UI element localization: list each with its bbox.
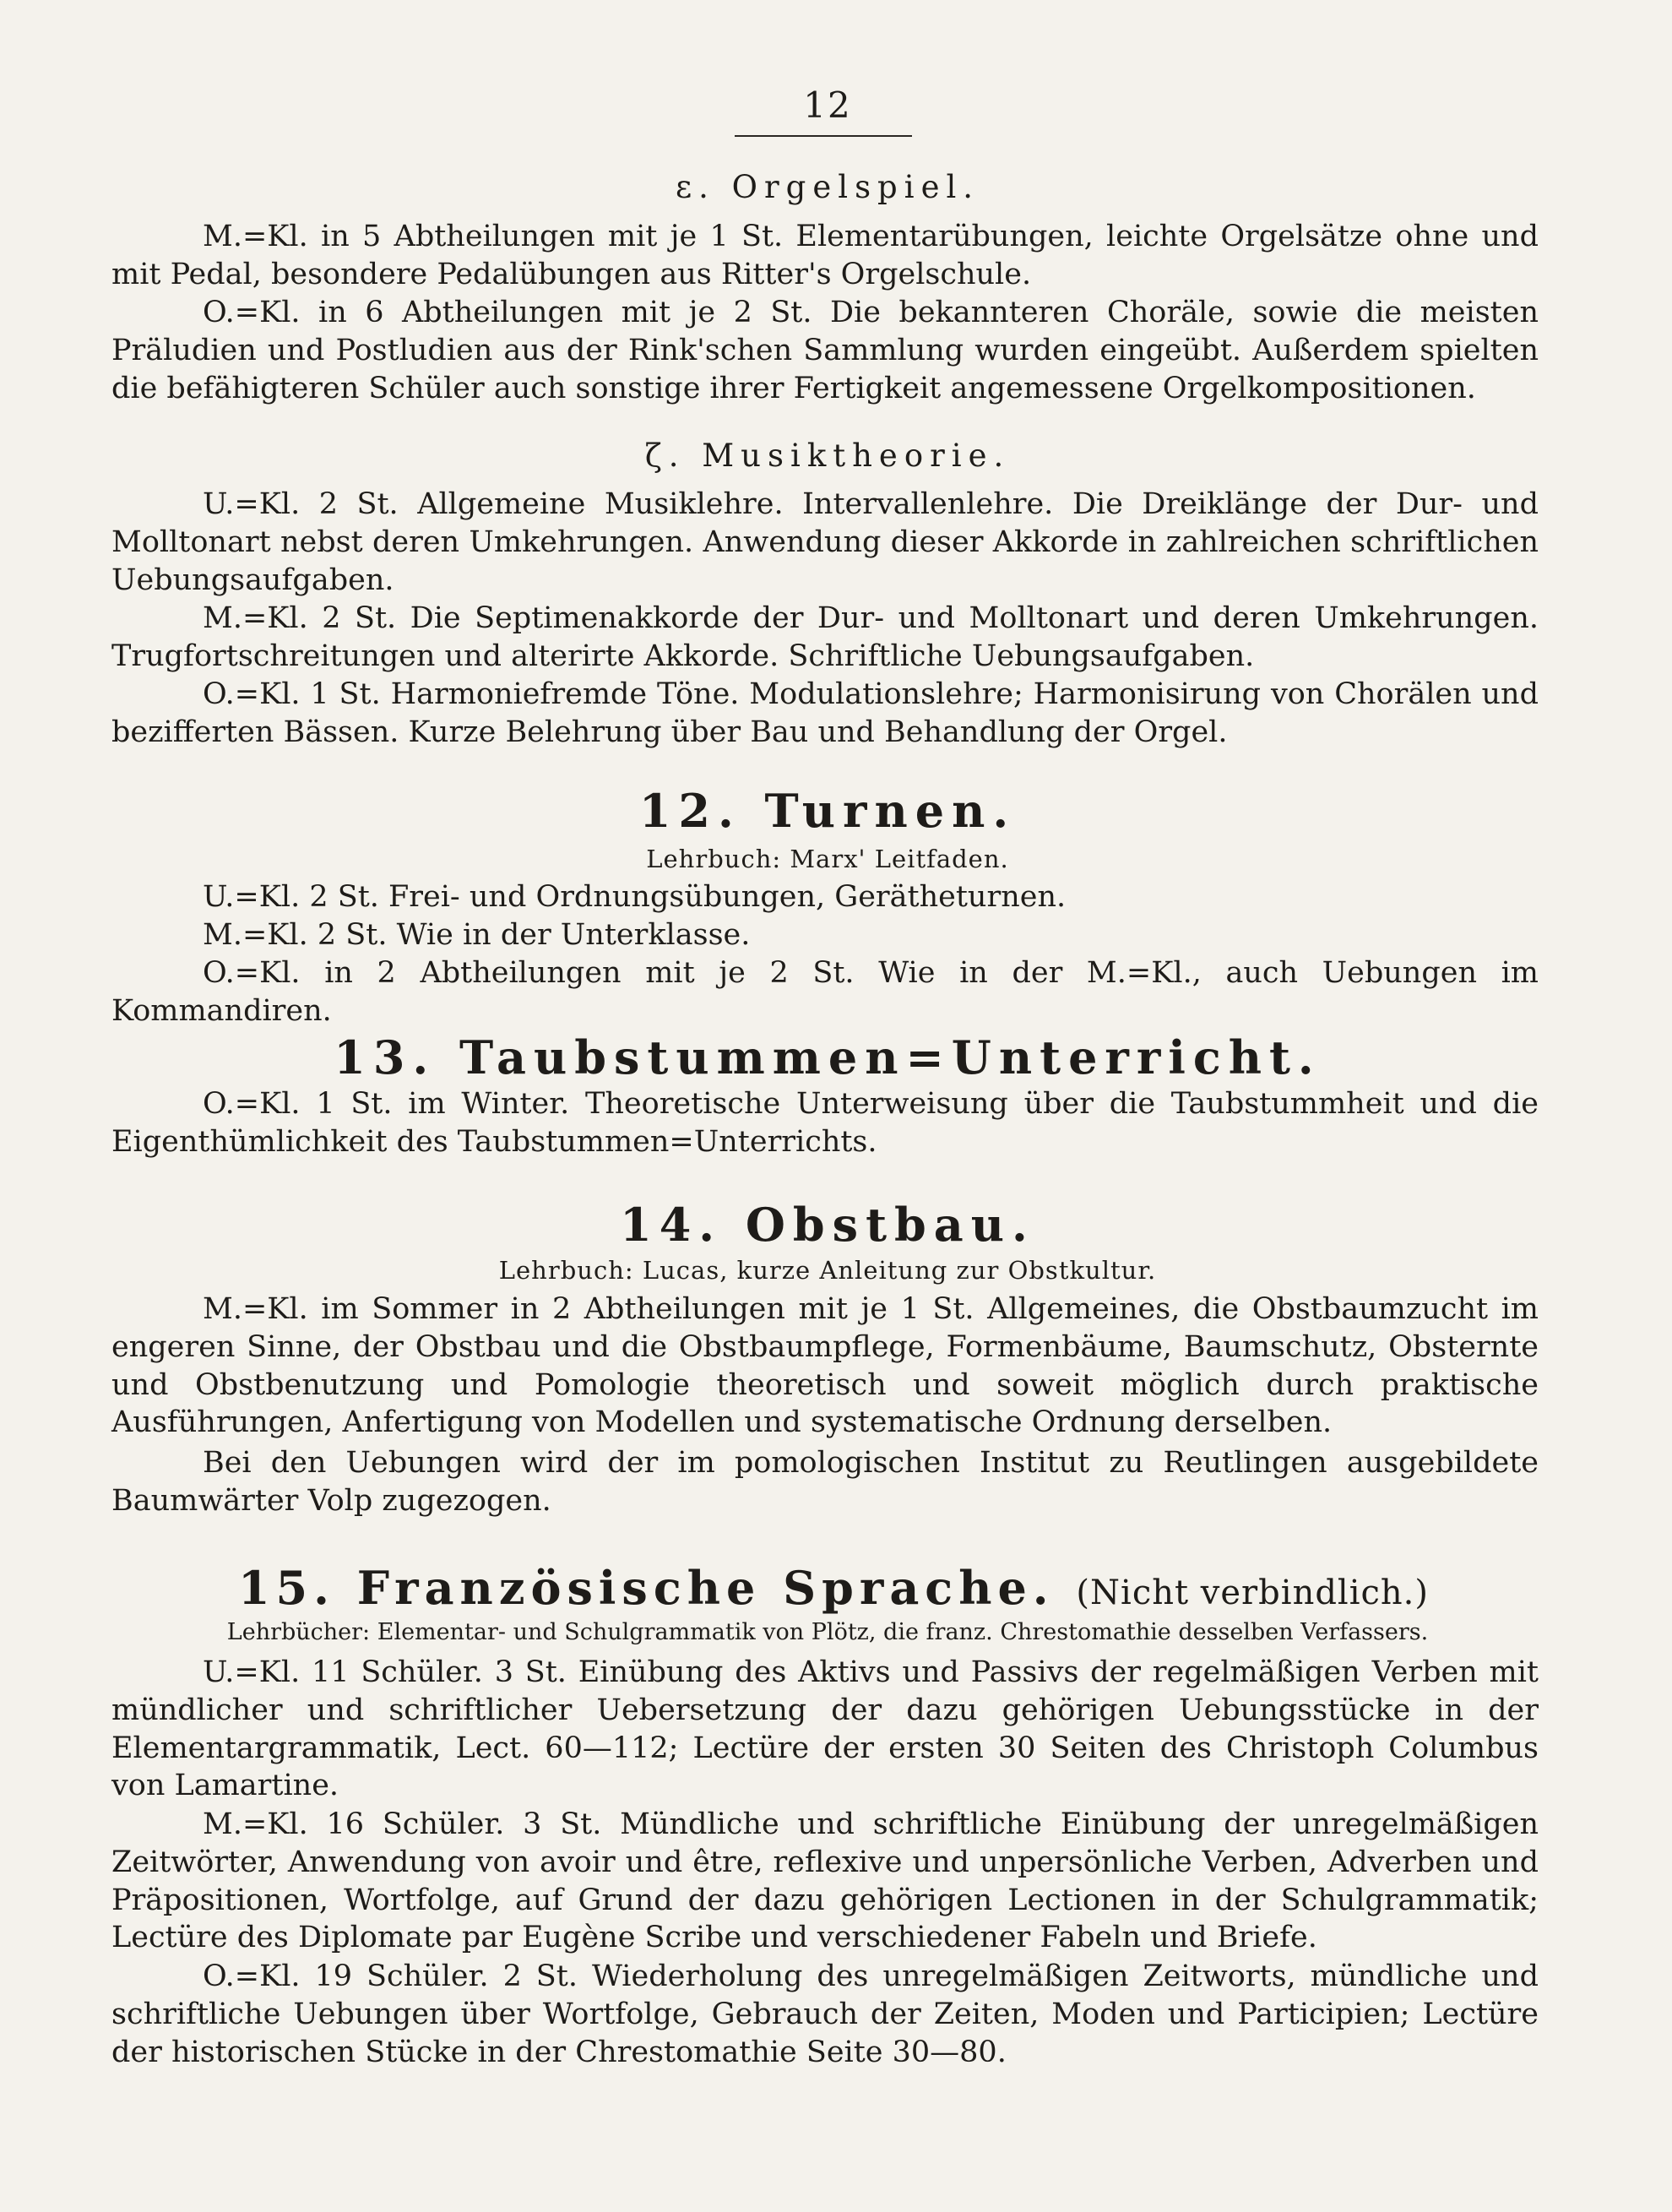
heading-franzoesisch <box>120 1561 1547 1615</box>
heading-franzoesisch-title: 15. Französische Sprache. <box>237 1561 1055 1615</box>
paragraph: M.=Kl. 2 St. Wie in der Unterklasse. <box>203 918 751 952</box>
paragraph: M.=Kl. in 5 Abtheilungen mit je 1 St. Elementarübungen, leichte Orgelsätze ohne und mit Pedal, besondere Pedalübungen aus Ritter's Orgelschule. <box>111 220 1539 291</box>
paragraph: O.=Kl. in 2 Abtheilungen mit je 2 St. Wie in der M.=Kl., auch Uebungen im Kommandiren. <box>111 956 1539 1028</box>
textbook-franzoesisch: Lehrbücher: Elementar- und Schulgrammatik von Plötz, die franz. Chrestomathie desselben Verfassers. <box>226 1619 1429 1645</box>
heading-turnen: 12. Turnen. <box>638 784 1017 838</box>
paragraph: O.=Kl. in 6 Abtheilungen mit je 2 St. Die bekannteren Choräle, sowie die meisten Präludien und Postludien aus der Rink'schen Sammlung wurden eingeübt. Außerdem spielten die befähigteren Schüler auch sonstige ihrer Fertigkeit angemessene Orgelkompositionen. <box>111 296 1539 405</box>
paragraph: M.=Kl. im Sommer in 2 Abtheilungen mit je 1 St. Allgemeines, die Obstbaumzucht im engeren Sinne, der Obstbau und die Obstbaumpflege, Formenbäume, Baumschutz, Obsternte und Obstbenutzung und Pomologie theoretisch und soweit möglich durch praktische Ausführungen, Anfertigung von Modellen und systematische Ordnung derselben. <box>111 1292 1539 1440</box>
section-title-orgelspiel: ε. Orgelspiel. <box>675 169 980 205</box>
page-number: 12 <box>803 84 852 126</box>
paragraph: O.=Kl. 19 Schüler. 2 St. Wiederholung des unregelmäßigen Zeitworts, mündliche und schriftliche Uebungen über Wortfolge, Gebrauch der Zeiten, Moden und Participien; Lectüre der historischen Stücke in der Chrestomathie Seite 30—80. <box>111 1959 1539 2069</box>
heading-obstbau: 14. Obstbau. <box>620 1198 1035 1252</box>
paragraph: U.=Kl. 11 Schüler. 3 St. Einübung des Aktivs und Passivs der regelmäßigen Verben mit mündlicher und schriftlicher Uebersetzung der dazu gehörigen Uebungsstücke in der Elementargrammatik, Lect. 60—112; Lectüre der ersten 30 Seiten des Christoph Columbus von Lamartine. <box>111 1655 1539 1803</box>
heading-taubstummen: 13. Taubstummen=Unterricht. <box>334 1030 1322 1084</box>
heading-franzoesisch-note: (Nicht verbindlich.) <box>1076 1573 1429 1612</box>
textbook-obstbau: Lehrbuch: Lucas, kurze Anleitung zur Obstkultur. <box>498 1256 1157 1285</box>
paragraph: O.=Kl. 1 St. Harmoniefremde Töne. Modulationslehre; Harmonisirung von Chorälen und bezifferten Bässen. Kurze Belehrung über Bau und Behandlung der Orgel. <box>111 677 1539 749</box>
section-title-musiktheorie: ζ. Musiktheorie. <box>644 438 1011 474</box>
textbook-turnen: Lehrbuch: Marx' Leitfaden. <box>646 845 1009 873</box>
paragraph: U.=Kl. 2 St. Frei- und Ordnungsübungen, Gerätheturnen. <box>203 880 1067 914</box>
paragraph: M.=Kl. 16 Schüler. 3 St. Mündliche und schriftliche Einübung der unregelmäßigen Zeitwörter, Anwendung von avoir und être, reflexive und unpersönliche Verben, Adverben und Präpositionen, Wortfolge, auf Grund der dazu gehörigen Lectionen in der Schulgrammatik; Lectüre des Diplomate par Eugène Scribe und verschiedener Fabeln und Briefe. <box>111 1807 1539 1955</box>
paragraph: Bei den Uebungen wird der im pomologischen Institut zu Reutlingen ausgebildete Baumwärter Volp zugezogen. <box>111 1446 1539 1518</box>
paragraph: M.=Kl. 2 St. Die Septimenakkorde der Dur- und Molltonart und deren Umkehrungen. Trugfortschreitungen und alterirte Akkorde. Schriftliche Uebungsaufgaben. <box>111 601 1539 673</box>
header-rule <box>735 135 912 137</box>
paragraph: O.=Kl. 1 St. im Winter. Theoretische Unterweisung über die Taubstummheit und die Eigenthümlichkeit des Taubstummen=Unterrichts. <box>111 1087 1539 1159</box>
paragraph: U.=Kl. 2 St. Allgemeine Musiklehre. Intervallenlehre. Die Dreiklänge der Dur- und Molltonart nebst deren Umkehrungen. Anwendung dieser Akkorde in zahlreichen schriftlichen Uebungsaufgaben. <box>111 487 1539 597</box>
